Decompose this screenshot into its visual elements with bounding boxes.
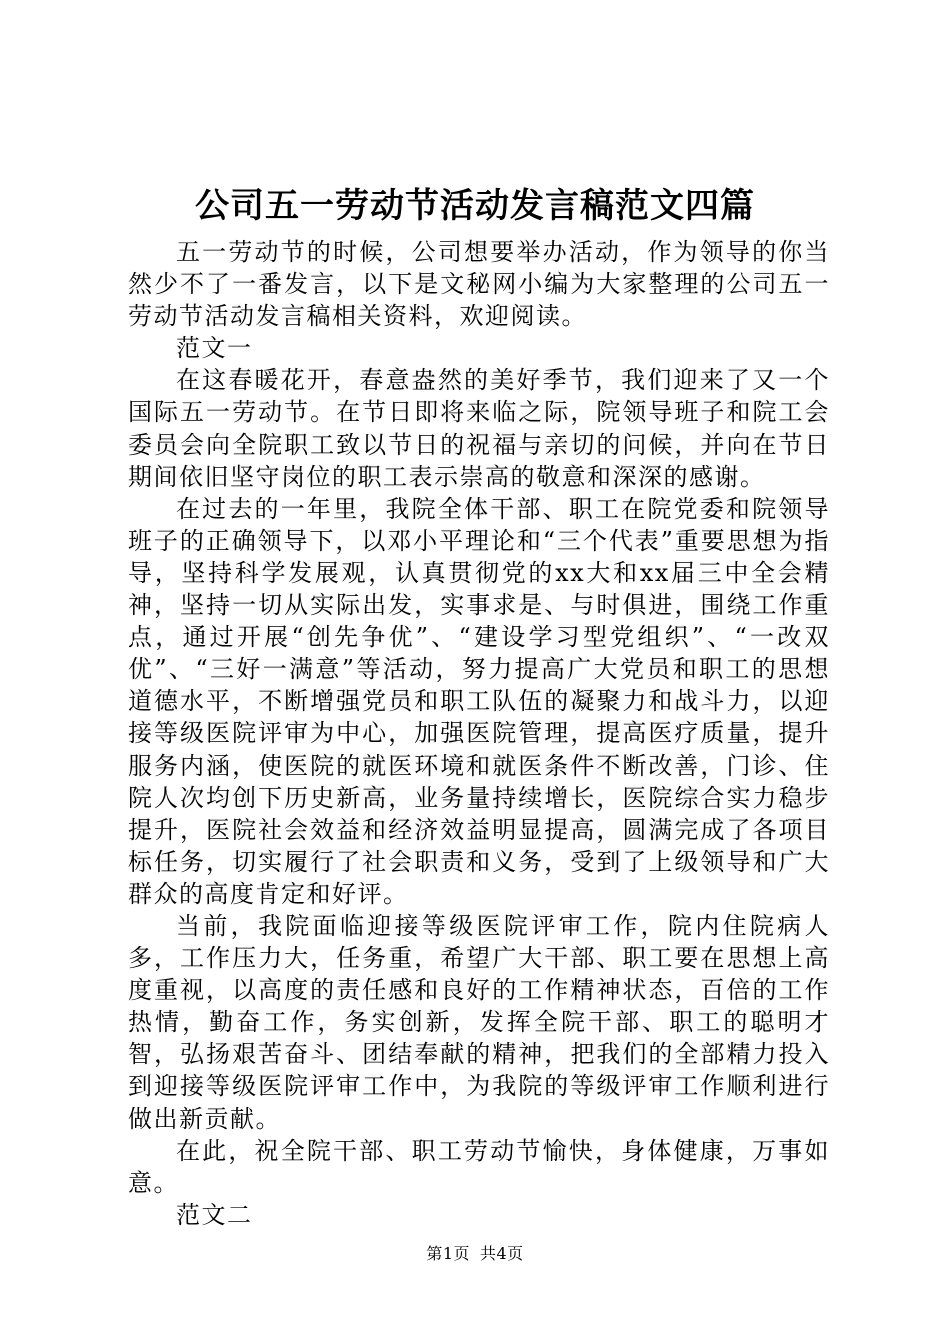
page-footer: [0, 1243, 950, 1265]
section-heading-sample-two: 范文二: [176, 1200, 253, 1229]
page-number: 第1页: [426, 1244, 470, 1263]
closing-paragraph: 在此，祝全院干部、职工劳动节愉快，身体健康，万事如意。: [128, 1136, 830, 1197]
page-total: 共4页: [480, 1244, 524, 1263]
body-paragraph: 在过去的一年里，我院全体干部、职工在院党委和院领导班子的正确领导下，以邓小平理论和“三个代表”重要思想为指导，坚持科学发展观，认真贯彻党的xx大和xx届三中全会精神，坚持一切从实际出发，实事求是、与时俱进，围绕工作重点，通过开展“创先争优”、“建设学习型党组织”、“一改双优”、“三好一满意”等活动，努力提高广大党员和职工的思想道德水平，不断增强党员和职工队伍的凝聚力和战斗力，以迎接等级医院评审为中心，加强医院管理，提高医疗质量，提升服务内涵，使医院的就医环境和就医条件不断改善，门诊、住院人次均创下历史新高，业务量持续增长，医院综合实力稳步提升，医院社会效益和经济效益明显提高，圆满完成了各项目标任务，切实履行了社会职责和义务，受到了上级领导和广大群众的高度肯定和好评。: [128, 494, 830, 908]
section-heading-sample-one: 范文一: [176, 334, 253, 363]
body-paragraph: 在这春暖花开，春意盎然的美好季节，我们迎来了又一个国际五一劳动节。在节日即将来临之际，院领导班子和院工会委员会向全院职工致以节日的祝福与亲切的问候，并向在节日期间依旧坚守岗位的职工表示崇高的敬意和深深的感谢。: [128, 366, 830, 491]
document-title: 公司五一劳动节活动发言稿范文四篇: [195, 186, 755, 226]
intro-paragraph: 五一劳动节的时候，公司想要举办活动，作为领导的你当然少不了一番发言，以下是文秘网小编为大家整理的公司五一劳动节活动发言稿相关资料，欢迎阅读。: [128, 238, 830, 331]
body-paragraph: 当前，我院面临迎接等级医院评审工作，院内住院病人多，工作压力大，任务重，希望广大干部、职工要在思想上高度重视，以高度的责任感和良好的工作精神状态，百倍的工作热情，勤奋工作，务实创新，发挥全院干部、职工的聪明才智，弘扬艰苦奋斗、团结奉献的精神，把我们的全部精力投入到迎接等级医院评审工作中，为我院的等级评审工作顺利进行做出新贡献。: [128, 911, 830, 1133]
document-body: [128, 236, 830, 1231]
